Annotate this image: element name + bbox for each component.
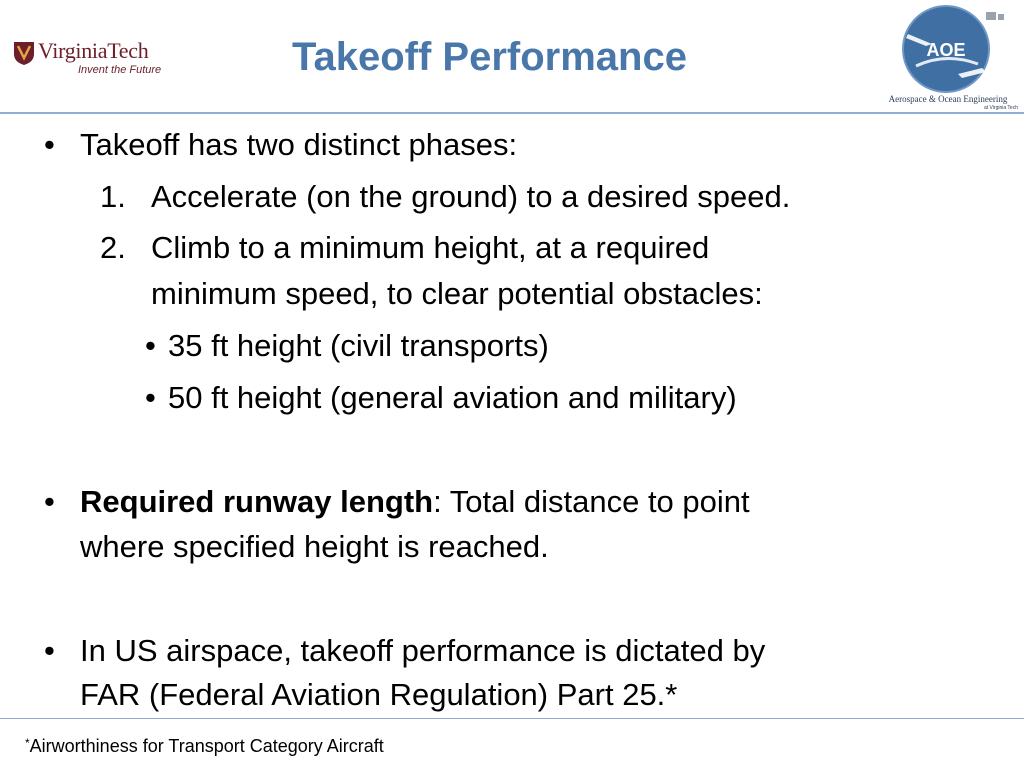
footnote-text: Airworthiness for Transport Category Aircraft	[29, 736, 384, 756]
virginia-tech-logo	[12, 38, 182, 78]
bold-term: Required runway length	[80, 484, 434, 519]
bullet-text: Takeoff has two distinct phases:	[80, 127, 518, 162]
bullet-text: In US airspace, takeoff performance is dictated by	[80, 633, 766, 668]
vt-tagline: Invent the Future	[78, 64, 162, 76]
list-number: 2.	[100, 230, 126, 265]
aoe-subcaption: at Virginia Tech	[983, 105, 1018, 111]
bullet-text-rest: : Total distance to point	[433, 484, 750, 519]
header-divider	[0, 112, 1024, 114]
sub-bullet-text: 50 ft height (general aviation and military)	[168, 380, 737, 415]
footer-divider	[0, 718, 1024, 719]
aoe-caption: Aerospace & Ocean Engineering	[888, 94, 1008, 104]
bullet-marker: •	[44, 484, 55, 519]
slide-title: Takeoff Performance	[292, 35, 687, 79]
footnote	[25, 736, 384, 757]
sub-bullet-marker: •	[145, 328, 156, 363]
aoe-globe-icon	[878, 4, 1018, 96]
aoe-logo	[878, 4, 1018, 114]
list-item-text: Accelerate (on the ground) to a desired speed.	[151, 179, 791, 214]
sub-bullet-text: 35 ft height (civil transports)	[168, 328, 549, 363]
bullet-text: FAR (Federal Aviation Regulation) Part 25.*	[80, 677, 678, 712]
bullet-text	[80, 484, 750, 520]
vt-wordmark: VirginiaTech	[38, 38, 149, 63]
list-number: 1.	[100, 179, 126, 214]
bullet-text: where specified height is reached.	[80, 529, 549, 564]
sub-bullet-marker: •	[145, 380, 156, 415]
bullet-marker: •	[44, 127, 55, 162]
list-item-text: minimum speed, to clear potential obstacles:	[151, 276, 763, 311]
vt-shield-icon	[12, 40, 36, 66]
slide-header	[0, 0, 1024, 113]
footnote-star: *	[25, 736, 30, 750]
list-item-text: Climb to a minimum height, at a required	[151, 230, 710, 265]
aoe-badge-text: AOE	[926, 40, 966, 60]
bullet-marker: •	[44, 633, 55, 668]
